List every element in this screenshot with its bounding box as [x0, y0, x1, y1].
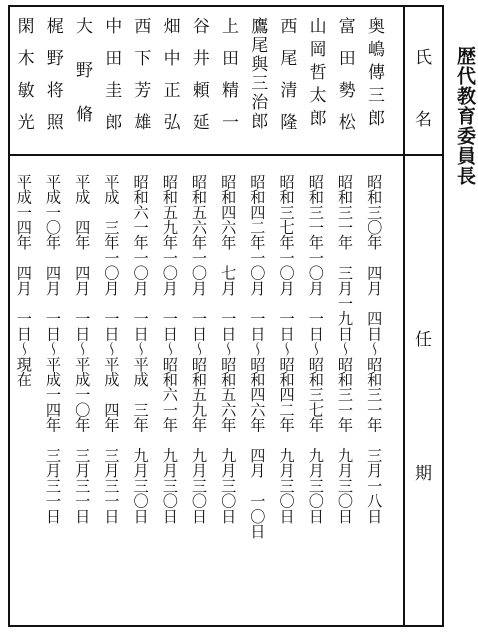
- chairman-name: 中田圭郎: [101, 17, 122, 145]
- chairman-name: 上田精一: [218, 17, 238, 145]
- term-period: 平成一四年 四月 一日～現在: [14, 174, 33, 387]
- header-divider: [10, 154, 442, 156]
- term-period: 平成 三年一〇月 一日～平成 四年 三月三一日: [102, 174, 121, 524]
- term-period: 昭和三七年一〇月 一日～昭和四二年 九月三〇日: [277, 174, 296, 524]
- term-period: 昭和五九年一〇月 一日～昭和六一年 九月三〇日: [160, 174, 179, 524]
- name-column-header: 氏: [415, 48, 432, 68]
- page-title: 歴代教育委員長: [454, 46, 476, 186]
- term-period: 昭和五六年一〇月 一日～昭和五九年 九月三〇日: [190, 174, 208, 524]
- history-table: [8, 5, 444, 627]
- chairman-name: 西尾清隆: [276, 17, 297, 145]
- term-period: 昭和三一年 三月一九日～昭和三一年 九月三〇日: [336, 174, 354, 524]
- term-period: 平成 四年 四月 一日～平成一〇年 三月三一日: [73, 174, 92, 524]
- term-period: 昭和四二年一〇月 一日～昭和四六年 四月 一〇日: [248, 174, 267, 539]
- chairman-name: 畑中正弘: [159, 17, 180, 145]
- term-period: 昭和六一年一〇月 一日～平成 三年 九月三〇日: [131, 174, 150, 524]
- chairman-name: 大野脩: [72, 17, 92, 149]
- term-period: 昭和三一年一〇月 一日～昭和三七年 九月三〇日: [306, 174, 325, 524]
- term-column-header: 任: [415, 330, 432, 350]
- chairman-name: 閑木敏光: [13, 17, 34, 145]
- term-period: 昭和三〇年 四月 四日～昭和三一年 三月一八日: [365, 174, 384, 524]
- name-column-header: 名: [415, 110, 432, 130]
- chairman-name: 西下芳雄: [130, 17, 151, 145]
- term-column-header: 期: [415, 464, 432, 484]
- column-header-divider: [403, 7, 405, 625]
- chairman-name: 富田勢松: [334, 17, 355, 145]
- chairman-name: 奥嶋傳三郎: [364, 17, 384, 132]
- chairman-name: 鷹尾與三治郎: [247, 17, 268, 131]
- term-period: 平成一〇年 四月 一日～平成一四年 三月三一日: [44, 174, 62, 524]
- chairman-name: 谷井頼延: [188, 17, 209, 145]
- chairman-name: 梶野将照: [42, 17, 63, 145]
- chairman-name: 山岡哲太郎: [305, 17, 326, 132]
- term-period: 昭和四六年 七月 一日～昭和五六年 九月三〇日: [219, 174, 238, 524]
